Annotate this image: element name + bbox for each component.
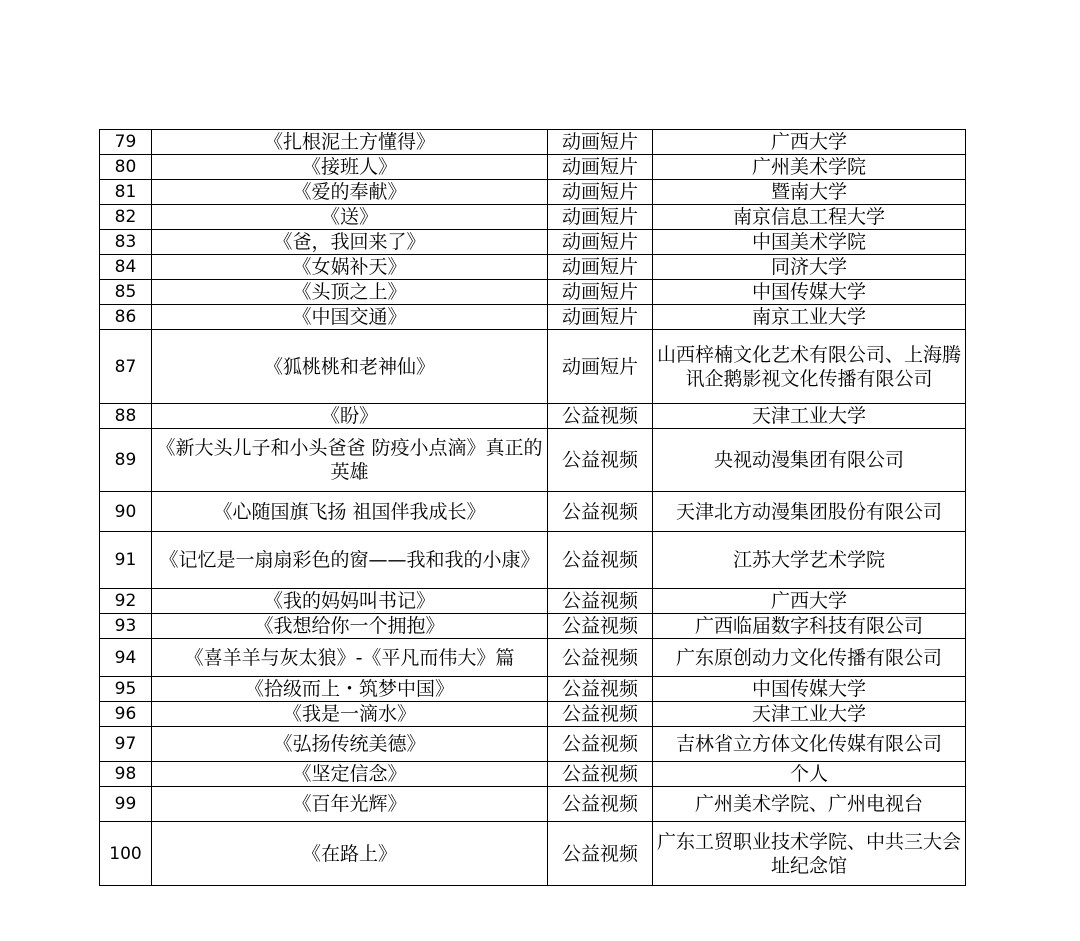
work-title: 《爱的奉献》: [152, 180, 548, 205]
work-title: 《拾级而上・筑梦中国》: [152, 677, 548, 702]
work-category: 公益视频: [548, 822, 653, 886]
works-table: [99, 129, 966, 886]
table-row: [100, 589, 966, 614]
row-number: 85: [100, 280, 152, 305]
work-category: 公益视频: [548, 702, 653, 727]
work-category: 动画短片: [548, 305, 653, 330]
row-number: 91: [100, 532, 152, 589]
work-title: 《扎根泥土方懂得》: [152, 130, 548, 155]
table-row: [100, 330, 966, 404]
row-number: 90: [100, 492, 152, 532]
work-title: 《心随国旗飞扬 祖国伴我成长》: [152, 492, 548, 532]
submitting-unit: 广东原创动力文化传播有限公司: [653, 639, 966, 677]
work-title: 《百年光辉》: [152, 787, 548, 822]
work-title: 《接班人》: [152, 155, 548, 180]
work-category: 公益视频: [548, 404, 653, 429]
submitting-unit: 广州美术学院、广州电视台: [653, 787, 966, 822]
work-title: 《弘扬传统美德》: [152, 727, 548, 762]
work-title: 《送》: [152, 205, 548, 230]
table-row: [100, 429, 966, 492]
table-row: [100, 205, 966, 230]
work-title: 《在路上》: [152, 822, 548, 886]
submitting-unit: 广西大学: [653, 589, 966, 614]
submitting-unit: 广州美术学院: [653, 155, 966, 180]
work-category: 动画短片: [548, 280, 653, 305]
row-number: 100: [100, 822, 152, 886]
work-category: 动画短片: [548, 130, 653, 155]
row-number: 94: [100, 639, 152, 677]
row-number: 83: [100, 230, 152, 255]
table-row: [100, 702, 966, 727]
table-row: [100, 255, 966, 280]
submitting-unit: 暨南大学: [653, 180, 966, 205]
work-category: 公益视频: [548, 532, 653, 589]
work-title: 《盼》: [152, 404, 548, 429]
submitting-unit: 广西大学: [653, 130, 966, 155]
work-category: 公益视频: [548, 429, 653, 492]
submitting-unit: 吉林省立方体文化传媒有限公司: [653, 727, 966, 762]
table-row: [100, 677, 966, 702]
table-row: [100, 639, 966, 677]
submitting-unit: 中国传媒大学: [653, 677, 966, 702]
work-title: 《爸，我回来了》: [152, 230, 548, 255]
table-row: [100, 280, 966, 305]
table-row: [100, 180, 966, 205]
row-number: 82: [100, 205, 152, 230]
row-number: 92: [100, 589, 152, 614]
work-category: 动画短片: [548, 180, 653, 205]
row-number: 95: [100, 677, 152, 702]
work-category: 动画短片: [548, 205, 653, 230]
row-number: 89: [100, 429, 152, 492]
work-title: 《我是一滴水》: [152, 702, 548, 727]
work-title: 《我的妈妈叫书记》: [152, 589, 548, 614]
work-title: 《记忆是一扇扇彩色的窗——我和我的小康》: [152, 532, 548, 589]
table-row: [100, 230, 966, 255]
table-row: [100, 787, 966, 822]
submitting-unit: 广东工贸职业技术学院、中共三大会址纪念馆: [653, 822, 966, 886]
work-category: 公益视频: [548, 639, 653, 677]
table-row: [100, 404, 966, 429]
work-category: 公益视频: [548, 727, 653, 762]
submitting-unit: 天津工业大学: [653, 404, 966, 429]
row-number: 86: [100, 305, 152, 330]
table-row: [100, 727, 966, 762]
submitting-unit: 山西梓楠文化艺术有限公司、上海腾讯企鹅影视文化传播有限公司: [653, 330, 966, 404]
work-title: 《狐桃桃和老神仙》: [152, 330, 548, 404]
table-row: [100, 762, 966, 787]
work-category: 公益视频: [548, 762, 653, 787]
submitting-unit: 天津北方动漫集团股份有限公司: [653, 492, 966, 532]
work-category: 公益视频: [548, 677, 653, 702]
row-number: 80: [100, 155, 152, 180]
row-number: 79: [100, 130, 152, 155]
table-row: [100, 822, 966, 886]
table-row: [100, 532, 966, 589]
submitting-unit: 广西临届数字科技有限公司: [653, 614, 966, 639]
submitting-unit: 江苏大学艺术学院: [653, 532, 966, 589]
table-row: [100, 155, 966, 180]
work-category: 公益视频: [548, 614, 653, 639]
work-category: 公益视频: [548, 589, 653, 614]
submitting-unit: 中国美术学院: [653, 230, 966, 255]
work-category: 公益视频: [548, 492, 653, 532]
work-category: 动画短片: [548, 255, 653, 280]
row-number: 97: [100, 727, 152, 762]
work-title: 《头顶之上》: [152, 280, 548, 305]
row-number: 88: [100, 404, 152, 429]
row-number: 87: [100, 330, 152, 404]
table-row: [100, 614, 966, 639]
work-title: 《坚定信念》: [152, 762, 548, 787]
row-number: 96: [100, 702, 152, 727]
table-row: [100, 492, 966, 532]
work-title: 《我想给你一个拥抱》: [152, 614, 548, 639]
work-category: 动画短片: [548, 155, 653, 180]
work-title: 《喜羊羊与灰太狼》-《平凡而伟大》篇: [152, 639, 548, 677]
submitting-unit: 个人: [653, 762, 966, 787]
table-row: [100, 130, 966, 155]
row-number: 84: [100, 255, 152, 280]
submitting-unit: 央视动漫集团有限公司: [653, 429, 966, 492]
submitting-unit: 南京信息工程大学: [653, 205, 966, 230]
work-category: 公益视频: [548, 787, 653, 822]
table-row: [100, 305, 966, 330]
submitting-unit: 南京工业大学: [653, 305, 966, 330]
submitting-unit: 天津工业大学: [653, 702, 966, 727]
submitting-unit: 同济大学: [653, 255, 966, 280]
row-number: 81: [100, 180, 152, 205]
work-title: 《女娲补天》: [152, 255, 548, 280]
submitting-unit: 中国传媒大学: [653, 280, 966, 305]
row-number: 99: [100, 787, 152, 822]
work-category: 动画短片: [548, 230, 653, 255]
work-category: 动画短片: [548, 330, 653, 404]
row-number: 98: [100, 762, 152, 787]
work-title: 《新大头儿子和小头爸爸 防疫小点滴》真正的英雄: [152, 429, 548, 492]
work-title: 《中国交通》: [152, 305, 548, 330]
row-number: 93: [100, 614, 152, 639]
